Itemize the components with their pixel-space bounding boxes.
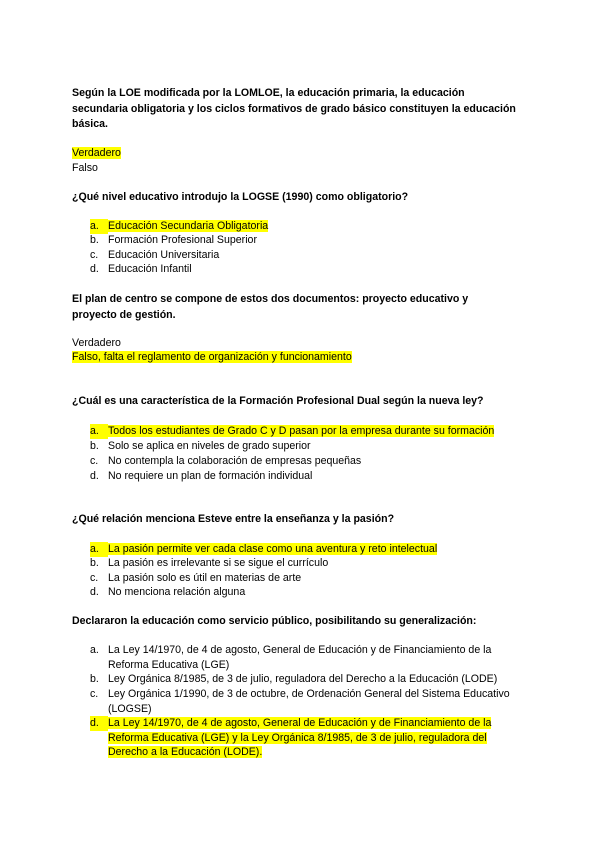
- q2-option-c: [90, 248, 530, 263]
- q3-answer-false: [72, 350, 352, 364]
- q2-option-a-text: Educación Secundaria Obligatoria: [108, 220, 269, 232]
- q2-option-c-letter: c.: [90, 249, 99, 261]
- question-1: Según la LOE modificada por la LOMLOE, la educación primaria, la educación secundaria obligatoria y los ciclos formativos de grado básico constituyen la educación básica.: [72, 87, 516, 130]
- q4-option-d-text: No requiere un plan de formación individual: [108, 470, 313, 482]
- question-4: ¿Cuál es una característica de la Formación Profesional Dual según la nueva ley?: [72, 395, 484, 407]
- q4-option-d: [90, 469, 530, 484]
- q4-option-a-letter: a.: [90, 424, 108, 439]
- q5-option-c: [90, 571, 530, 586]
- q6-option-d-text: La Ley 14/1970, de 4 de agosto, General de Educación y de Financiamiento de la Reforma Educativa (LGE) y la Ley Orgánica 8/1985, de 3 de julio, reguladora del Derecho a la Educación (LODE).: [108, 717, 492, 758]
- q5-option-a-text: La pasión permite ver cada clase como una aventura y reto intelectual: [108, 543, 438, 555]
- q2-option-b-text: Formación Profesional Superior: [108, 234, 257, 246]
- q5-option-a-letter: a.: [90, 542, 108, 557]
- q1-answer-false: Falso: [72, 162, 98, 174]
- q2-option-c-text: Educación Universitaria: [108, 249, 220, 261]
- q6-option-a-text: La Ley 14/1970, de 4 de agosto, General de Educación y de Financiamiento de la Reforma Educativa (LGE): [108, 644, 492, 671]
- q2-option-d-letter: d.: [90, 263, 99, 275]
- q5-option-d: [90, 585, 530, 600]
- q5-option-c-text: La pasión solo es útil en materias de arte: [108, 572, 302, 584]
- q4-option-b: [90, 439, 530, 454]
- q1-answer-true-text: Verdadero: [72, 147, 121, 159]
- q4-option-c-letter: c.: [90, 455, 99, 467]
- q6-option-c-text: Ley Orgánica 1/1990, de 3 de octubre, de Ordenación General del Sistema Educativo (LOGSE): [108, 688, 510, 715]
- q5-option-d-letter: d.: [90, 586, 99, 598]
- q1-answer-true: [72, 146, 121, 160]
- q6-option-d-letter: d.: [90, 716, 108, 731]
- q6-option-c-letter: c.: [90, 688, 99, 700]
- q2-option-d: [90, 262, 530, 277]
- q6-option-a: [90, 643, 526, 672]
- question-5: ¿Qué relación menciona Esteve entre la enseñanza y la pasión?: [72, 513, 395, 525]
- question-6: Declararon la educación como servicio público, posibilitando su generalización:: [72, 615, 477, 627]
- question-3: El plan de centro se compone de estos dos documentos: proyecto educativo y proyecto de gestión.: [72, 293, 469, 321]
- q2-option-a: [90, 219, 530, 234]
- q6-option-d: [90, 716, 526, 760]
- q5-option-b-text: La pasión es irrelevante si se sigue el currículo: [108, 557, 329, 569]
- q6-option-c: [90, 687, 526, 716]
- q2-option-a-letter: a.: [90, 219, 108, 234]
- q2-option-d-text: Educación Infantil: [108, 263, 192, 275]
- q6-option-b-letter: b.: [90, 673, 99, 685]
- q3-answer-true: Verdadero: [72, 337, 121, 349]
- q5-option-b: [90, 556, 530, 571]
- q4-option-b-letter: b.: [90, 440, 99, 452]
- q4-option-c-text: No contempla la colaboración de empresas pequeñas: [108, 455, 362, 467]
- q4-option-b-text: Solo se aplica en niveles de grado superior: [108, 440, 311, 452]
- q6-option-b-text: Ley Orgánica 8/1985, de 3 de julio, reguladora del Derecho a la Educación (LODE): [108, 673, 498, 685]
- q6-option-b: [90, 672, 526, 687]
- q6-option-a-letter: a.: [90, 644, 99, 656]
- q4-option-c: [90, 454, 530, 469]
- q5-option-b-letter: b.: [90, 557, 99, 569]
- question-2: ¿Qué nivel educativo introdujo la LOGSE (1990) como obligatorio?: [72, 191, 409, 203]
- q5-option-d-text: No menciona relación alguna: [108, 586, 246, 598]
- q4-option-d-letter: d.: [90, 470, 99, 482]
- q5-option-a: [90, 542, 530, 557]
- q2-option-b-letter: b.: [90, 234, 99, 246]
- q4-option-a-text: Todos los estudiantes de Grado C y D pasan por la empresa durante su formación: [108, 425, 495, 437]
- q5-option-c-letter: c.: [90, 572, 99, 584]
- q2-option-b: [90, 233, 530, 248]
- q4-option-a: [90, 424, 530, 439]
- q3-answer-false-text: Falso, falta el reglamento de organización y funcionamiento: [72, 351, 352, 363]
